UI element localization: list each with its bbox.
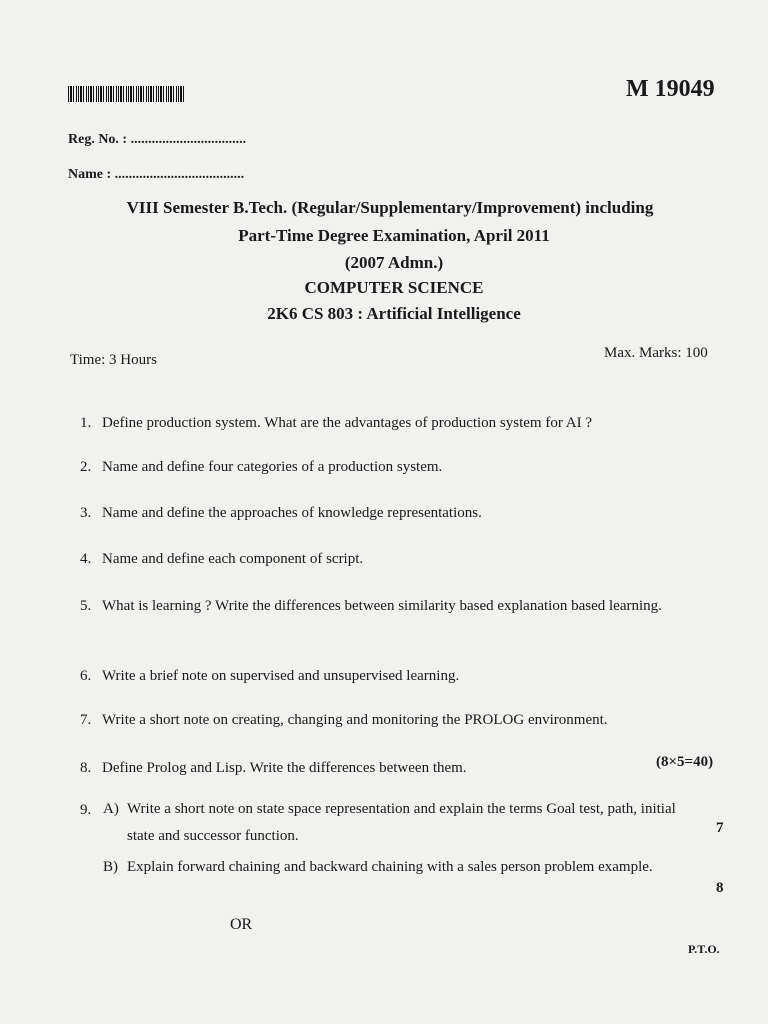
name-label: Name :	[68, 167, 112, 182]
exam-title-line1: VIII Semester B.Tech. (Regular/Supplementary/Improvement) including	[126, 198, 654, 217]
question-number: 9.	[80, 802, 92, 818]
reg-no-label: Reg. No. :	[68, 132, 128, 147]
question-9a-marks: 7	[716, 820, 724, 836]
subquestion-label: B)	[103, 859, 118, 875]
exam-title-line3: (2007 Admn.)	[344, 253, 444, 272]
subquestion-text: Explain forward chaining and backward chaining with a sales person problem example.	[127, 859, 653, 875]
question-text: Define Prolog and Lisp. Write the differences between them.	[102, 760, 467, 776]
question-number: 6.	[80, 668, 92, 684]
reg-no-field	[68, 132, 246, 148]
question-number: 4.	[80, 551, 92, 567]
question-text: What is learning ? Write the differences between similarity based explanation based learning.	[102, 598, 662, 614]
pto-label: P.T.O.	[688, 942, 720, 956]
name-dots: .....................................	[114, 167, 245, 182]
part-a-marks: (8×5=40)	[656, 754, 714, 770]
question-number: 8.	[80, 760, 92, 776]
or-separator: OR	[230, 916, 253, 933]
question-number: 7.	[80, 712, 92, 728]
question-text: Write a brief note on supervised and unsupervised learning.	[102, 668, 460, 684]
question-text: Name and define four categories of a production system.	[102, 459, 443, 475]
question-number: 1.	[80, 415, 92, 431]
question-text: Write a short note on creating, changing and monitoring the PROLOG environment.	[102, 712, 608, 728]
question-number: 3.	[80, 505, 92, 521]
question-text: Define production system. What are the advantages of production system for AI ?	[102, 415, 592, 431]
question-number: 2.	[80, 459, 92, 475]
max-marks-label: Max. Marks: 100	[604, 345, 708, 361]
reg-no-dots: .................................	[130, 132, 247, 147]
subquestion-label: A)	[103, 801, 119, 817]
exam-subject: COMPUTER SCIENCE	[304, 278, 484, 297]
exam-title-line2: Part-Time Degree Examination, April 2011	[238, 226, 550, 245]
time-label: Time: 3 Hours	[70, 352, 157, 368]
question-text: Name and define the approaches of knowledge representations.	[102, 505, 482, 521]
question-number: 5.	[80, 598, 92, 614]
name-field	[68, 167, 244, 183]
paper-code: M 19049	[626, 76, 715, 102]
exam-course: 2K6 CS 803 : Artificial Intelligence	[267, 304, 521, 323]
question-text: Name and define each component of script.	[102, 551, 364, 567]
barcode	[68, 86, 186, 102]
subquestion-text: Write a short note on state space representation and explain the terms Goal test, path, initial state and successor function.	[127, 801, 676, 844]
question-9b-marks: 8	[716, 880, 724, 896]
